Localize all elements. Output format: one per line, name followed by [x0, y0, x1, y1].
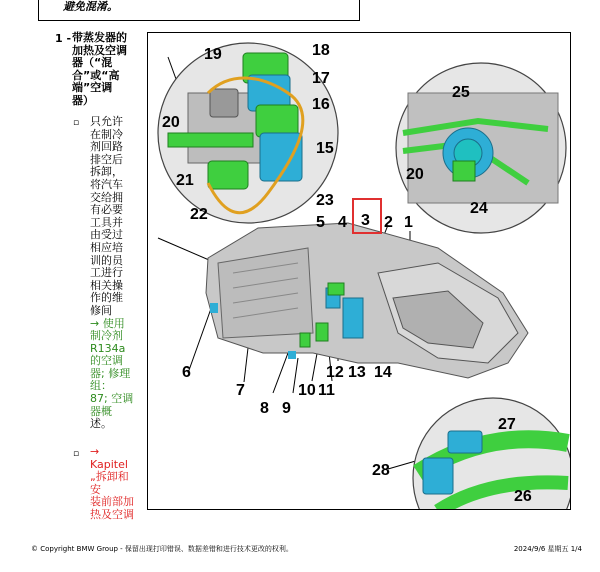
kapitel-link[interactable]	[90, 446, 138, 522]
callout-2: 2	[384, 214, 393, 231]
item-title-line: 带蒸发器的	[72, 31, 127, 44]
callout-13: 13	[348, 364, 366, 381]
callout-22: 22	[190, 206, 208, 223]
callout-4: 4	[338, 214, 347, 231]
callout-10: 10	[298, 382, 316, 399]
link-line[interactable]: → Kapitel	[90, 445, 128, 471]
footer-date-page: 2024/9/6 星期五 1/4	[513, 545, 582, 553]
text-line: 由受过	[90, 228, 123, 242]
item-title-line: 合”或“高	[72, 68, 120, 82]
notice-box	[38, 0, 360, 21]
hvac-unit-figure	[147, 32, 571, 510]
callout-28: 28	[372, 462, 390, 479]
link-line[interactable]: 器概	[90, 404, 112, 418]
callout-19: 19	[204, 46, 222, 63]
link-line[interactable]: 87; 空调	[90, 392, 134, 406]
text-line: 将汽车	[90, 177, 123, 191]
text-line: 有必要	[90, 203, 123, 217]
callout-25: 25	[452, 84, 470, 101]
detail-circle-lower-actuators	[413, 398, 571, 510]
notice-text: 避免混淆。	[63, 0, 118, 13]
callout-1: 1	[404, 214, 413, 231]
callout-24: 24	[470, 200, 488, 217]
bullet-text	[90, 116, 138, 431]
text-line: 工进行	[90, 266, 123, 280]
bullet-square-icon: ▫	[73, 118, 80, 128]
callout-18: 18	[312, 42, 330, 59]
text-line: 只允许	[90, 115, 123, 128]
callout-6: 6	[182, 364, 191, 381]
callout-23: 23	[316, 192, 334, 209]
footer-copyright: © Copyright BMW Group - 保留出现打印错误、数据差错和进行技术更改的权利。	[31, 545, 293, 553]
text-line: 训的员	[90, 253, 123, 267]
callout-20: 20	[162, 114, 180, 131]
link-line[interactable]: 热及空调	[90, 507, 134, 521]
link-line[interactable]: 的空调	[90, 354, 123, 368]
housing-body	[206, 223, 528, 378]
link-line[interactable]: R134a	[90, 341, 126, 355]
callout-11: 11	[318, 382, 335, 399]
text-line: 排空后	[90, 152, 123, 166]
link-line[interactable]: 组：	[90, 379, 112, 393]
hvac-illustration	[148, 33, 571, 510]
detail-circle-actuators	[158, 43, 338, 223]
callout-21: 21	[176, 172, 194, 189]
callout-9: 9	[282, 400, 291, 417]
callout-16: 16	[312, 96, 330, 113]
callout-8: 8	[260, 400, 269, 417]
callout-15: 15	[316, 140, 334, 157]
callout-7: 7	[236, 382, 245, 399]
bullet-square-icon: ▫	[73, 449, 80, 459]
callout-14: 14	[374, 364, 392, 381]
text-line: 述。	[90, 417, 112, 431]
callout-17: 17	[312, 70, 330, 87]
callout-5: 5	[316, 214, 325, 231]
link-line[interactable]: 制冷剂	[90, 329, 123, 343]
callout-27: 27	[498, 416, 516, 433]
item-title	[72, 32, 136, 107]
link-line[interactable]: → 使用	[90, 316, 125, 330]
link-line[interactable]: 装前部加	[90, 495, 134, 509]
callout-3: 3	[361, 212, 370, 229]
text-line: 交给拥	[90, 190, 123, 204]
item-title-line: 器（“混	[72, 56, 113, 69]
item-title-line: 端”空调	[72, 81, 113, 94]
text-line: 相关操	[90, 278, 123, 292]
callout-12: 12	[326, 364, 344, 381]
text-line: 在制冷	[90, 127, 123, 141]
text-line: 剂回路	[90, 140, 123, 154]
link-line[interactable]: „拆卸和安	[90, 470, 129, 496]
text-line: 作的维	[90, 291, 123, 305]
text-line: 相应培	[90, 240, 123, 254]
callout-26: 26	[514, 488, 532, 505]
link-line[interactable]: 器; 修理	[90, 366, 131, 380]
text-line: 拆卸，	[90, 165, 123, 179]
callout-20b: 20	[406, 166, 424, 183]
text-line: 修间	[90, 303, 112, 317]
text-line: 工具并	[90, 215, 123, 229]
item-title-line: 加热及空调	[72, 43, 127, 57]
item-number: 1 -	[55, 32, 72, 45]
ac-overview-link[interactable]	[90, 318, 138, 419]
item-title-line: 器）	[72, 93, 94, 107]
